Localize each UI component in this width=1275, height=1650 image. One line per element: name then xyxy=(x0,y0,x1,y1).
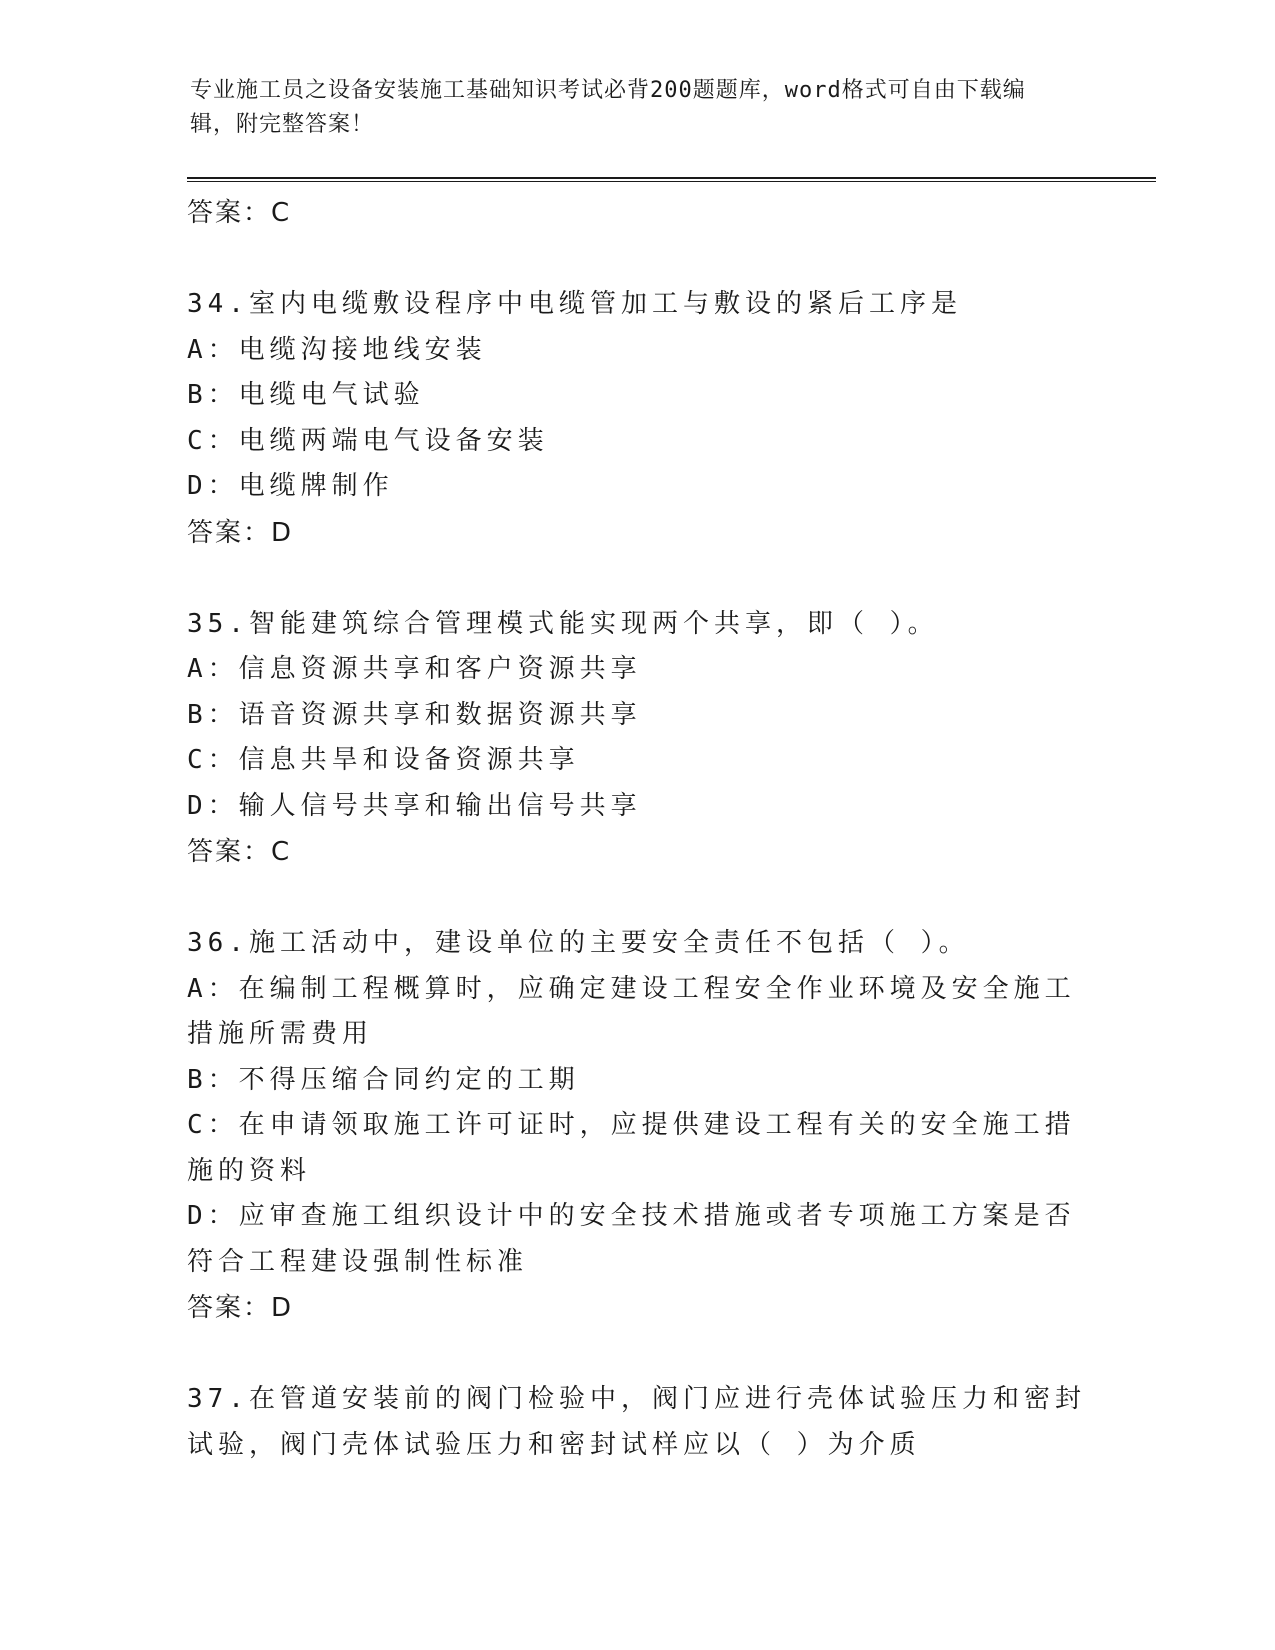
answer-line: 答案：C xyxy=(187,198,292,228)
option-d: D：输人信号共享和输出信号共享 xyxy=(187,790,642,821)
document-header: 专业施工员之设备安装施工基础知识考试必背200题题库，word格式可自由下载编辑，附完整答案！ xyxy=(190,78,1026,137)
question-stem: 36.施工活动中，建设单位的主要安全责任不包括（ ）。 xyxy=(187,928,970,958)
answer-line: 答案：C xyxy=(187,837,292,867)
question-35 xyxy=(187,602,1087,876)
document-body xyxy=(187,190,1087,1468)
option-c: C：电缆两端电气设备安装 xyxy=(187,425,549,456)
option-c: C：在申请领取施工许可证时，应提供建设工程有关的安全施工措施的资料 xyxy=(187,1110,1076,1186)
question-stem: 37.在管道安装前的阀门检验中，阀门应进行壳体试验压力和密封试验，阀门壳体试验压力和密封试样应以（ ）为介质 xyxy=(187,1384,1086,1460)
option-d: D：应审查施工组织设计中的安全技术措施或者专项施工方案是否符合工程建设强制性标准 xyxy=(187,1201,1076,1277)
answer-line: 答案：D xyxy=(187,1293,294,1323)
option-b: B：电缆电气试验 xyxy=(187,380,425,410)
question-37 xyxy=(187,1377,1087,1468)
question-stem: 35.智能建筑综合管理模式能实现两个共享，即（ ）。 xyxy=(187,608,939,639)
option-a: A：电缆沟接地线安装 xyxy=(187,334,487,365)
question-36 xyxy=(187,921,1087,1331)
option-b: B：语音资源共享和数据资源共享 xyxy=(187,699,642,730)
option-d: D：电缆牌制作 xyxy=(187,471,394,501)
option-b: B：不得压缩合同约定的工期 xyxy=(187,1064,580,1095)
option-a: A：在编制工程概算时，应确定建设工程安全作业环境及安全施工措施所需费用 xyxy=(187,973,1076,1049)
question-34 xyxy=(187,282,1087,556)
option-c: C：信息共旱和设备资源共享 xyxy=(187,745,580,775)
answer-line: 答案：D xyxy=(187,517,294,548)
question-stem: 34.室内电缆敷设程序中电缆管加工与敷设的紧后工序是 xyxy=(187,289,962,319)
header-divider xyxy=(187,177,1156,182)
option-a: A：信息资源共享和客户资源共享 xyxy=(187,654,642,684)
